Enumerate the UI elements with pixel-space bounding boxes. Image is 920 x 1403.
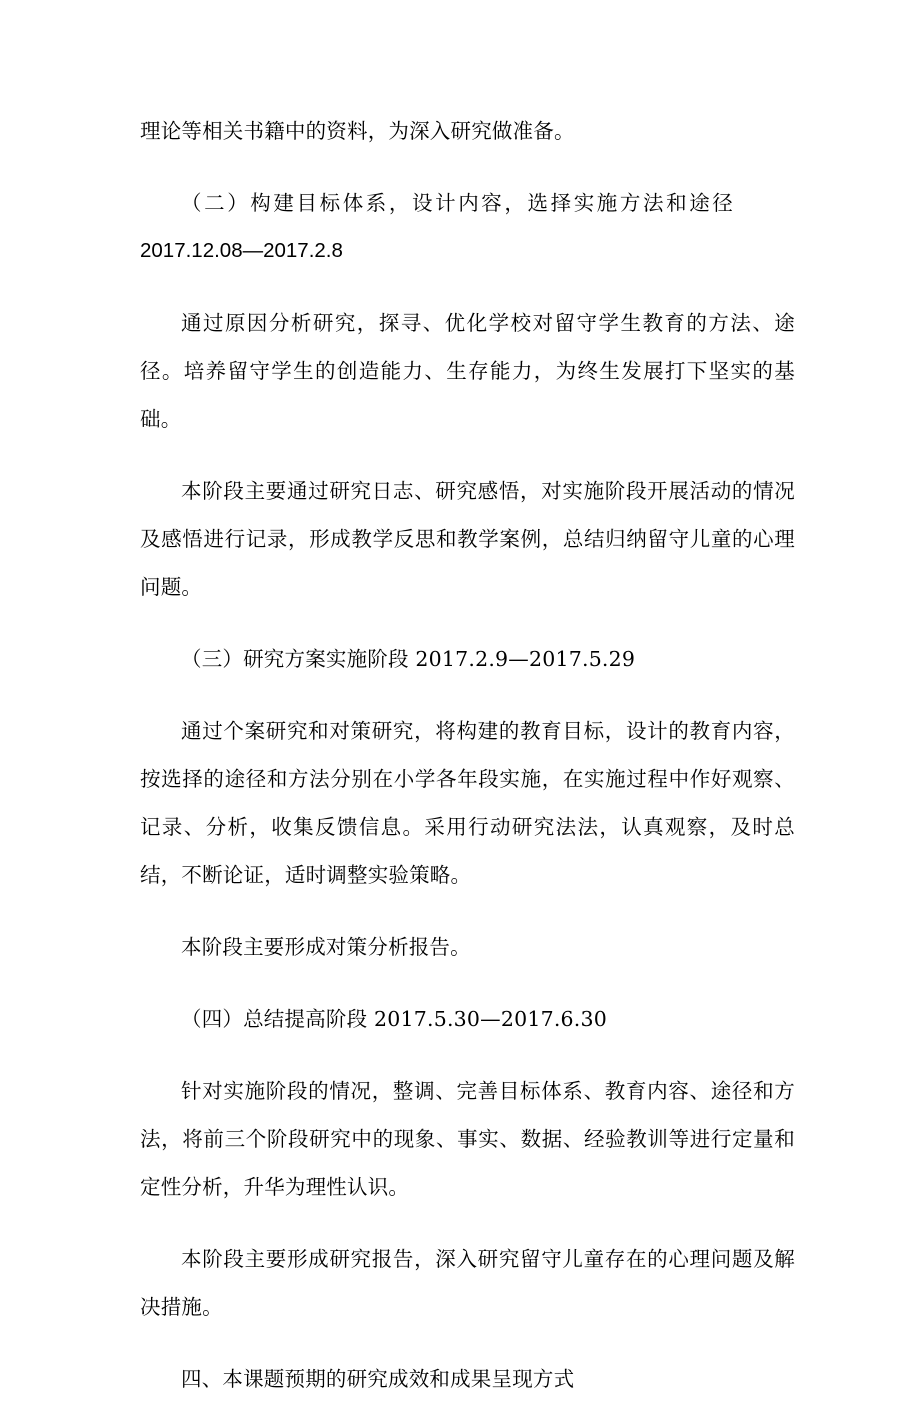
paragraph-continuation: 理论等相关书籍中的资料，为深入研究做准备。 xyxy=(140,119,575,143)
paragraph-gap xyxy=(140,971,795,995)
paragraph-gap xyxy=(140,275,795,299)
paragraph-gap xyxy=(140,611,795,635)
section-heading-2-date: 2017.12.08—2017.2.8 xyxy=(140,239,343,262)
chapter-heading-4: 四、本课题预期的研究成效和成果呈现方式 xyxy=(181,1367,575,1391)
paragraph-implementation: 通过个案研究和对策研究，将构建的教育目标，设计的教育内容，按选择的途径和方法分别在小学各年段实施，在实施过程中作好观察、记录、分析，收集反馈信息。采用行动研究法法，认真观察，及时总结，不断论证，适时调整实验策略。 xyxy=(140,719,795,887)
paragraph-gap xyxy=(140,1211,795,1235)
section-heading-2: （二）构建目标体系，设计内容，选择实施方法和途径 xyxy=(181,191,736,215)
paragraph-stage-output-2: 本阶段主要形成对策分析报告。 xyxy=(181,935,471,959)
paragraph-gap xyxy=(140,1331,795,1355)
section-heading-3: （三）研究方案实施阶段 2017.2.9—2017.5.29 xyxy=(181,647,636,671)
section-heading-4: （四）总结提高阶段 2017.5.30—2017.6.30 xyxy=(181,1007,607,1031)
paragraph-gap xyxy=(140,899,795,923)
paragraph-method: 通过原因分析研究，探寻、优化学校对留守学生教育的方法、途径。培养留守学生的创造能力、生存能力，为终生发展打下坚实的基础。 xyxy=(140,311,795,431)
paragraph-stage-output-3: 本阶段主要形成研究报告，深入研究留守儿童存在的心理问题及解决措施。 xyxy=(140,1247,795,1319)
paragraph-gap xyxy=(140,155,795,179)
paragraph-gap xyxy=(140,1043,795,1067)
paragraph-summary: 针对实施阶段的情况，整调、完善目标体系、教育内容、途径和方法，将前三个阶段研究中的现象、事实、数据、经验教训等进行定量和定性分析，升华为理性认识。 xyxy=(140,1079,795,1199)
paragraph-gap xyxy=(140,683,795,707)
paragraph-stage-output-1: 本阶段主要通过研究日志、研究感悟，对实施阶段开展活动的情况及感悟进行记录，形成教学反思和教学案例，总结归纳留守儿童的心理问题。 xyxy=(140,479,795,599)
paragraph-gap xyxy=(140,443,795,467)
